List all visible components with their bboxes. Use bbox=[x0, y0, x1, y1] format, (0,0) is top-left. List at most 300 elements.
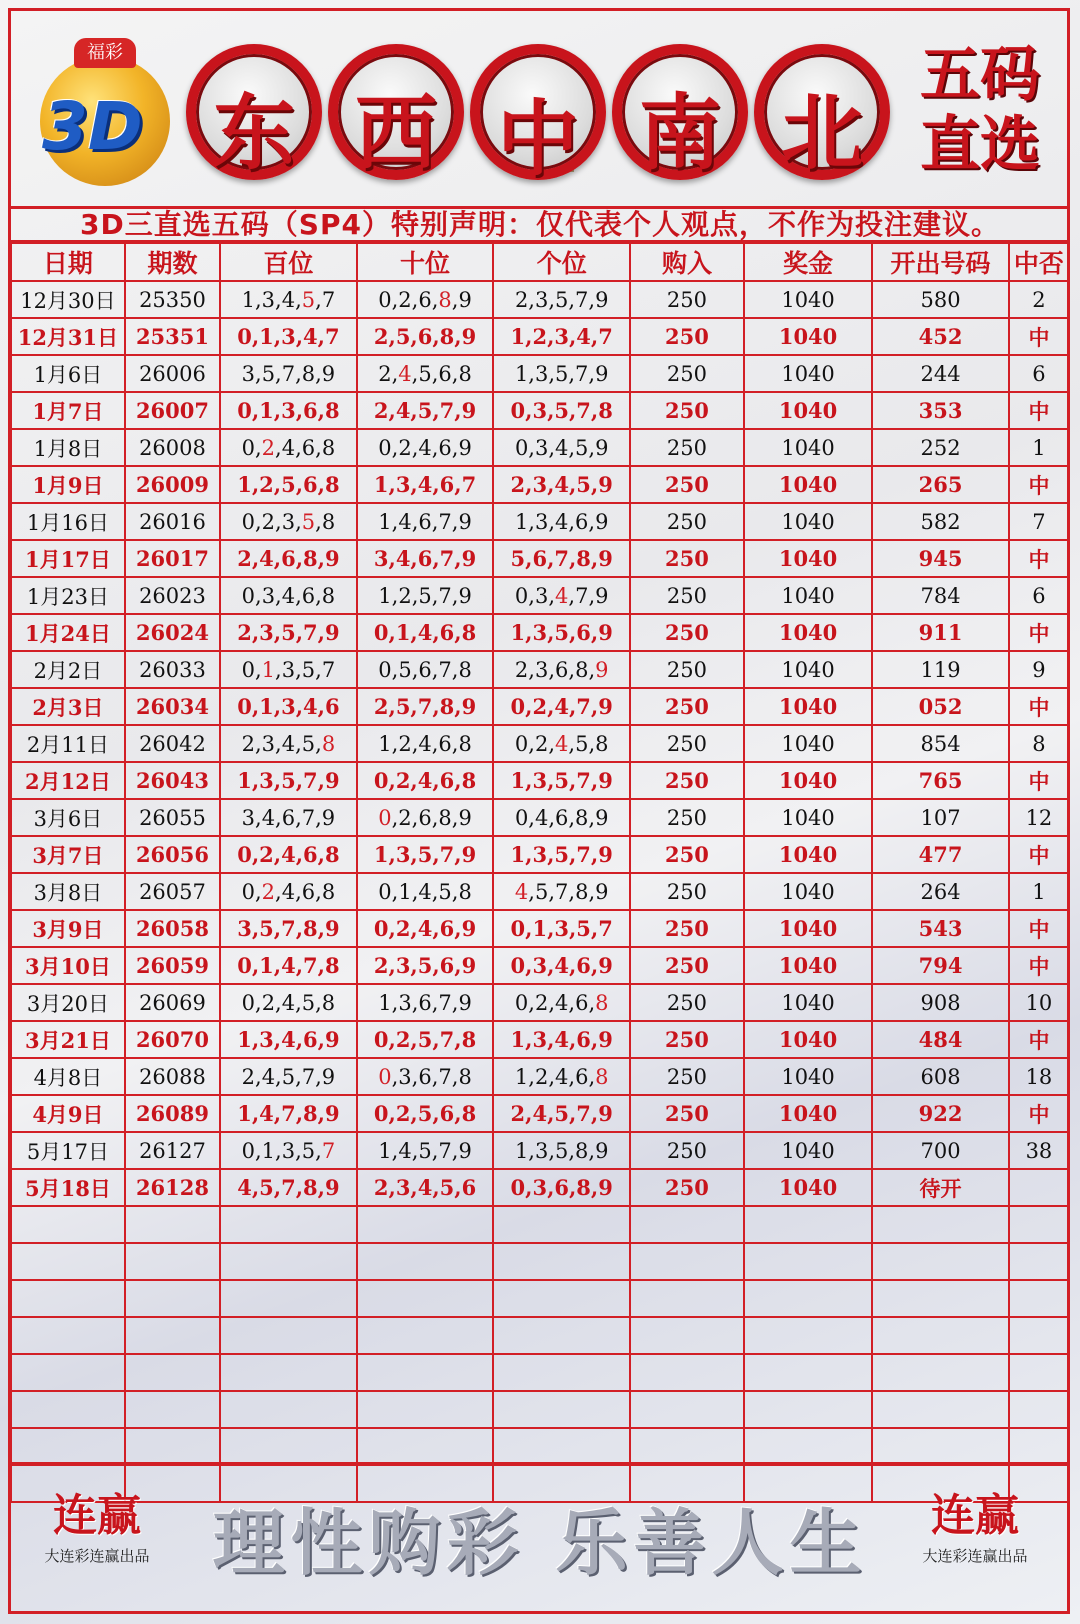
cell-date: 2月2日 bbox=[11, 651, 125, 688]
cell-ones: 2,4,5,7,9 bbox=[493, 1095, 630, 1132]
empty-cell bbox=[357, 1428, 494, 1465]
cell-issue: 26042 bbox=[125, 725, 220, 762]
cell-result: 9 bbox=[1009, 651, 1069, 688]
cell-issue: 26033 bbox=[125, 651, 220, 688]
header-tens: 十位 bbox=[357, 243, 494, 281]
cell-ones: 0,3,4,5,9 bbox=[493, 429, 630, 466]
footer-logo-right-mark: 连赢 bbox=[931, 1490, 1019, 1541]
empty-cell bbox=[493, 1354, 630, 1391]
empty-cell bbox=[493, 1428, 630, 1465]
cell-hundreds: 0,2,4,6,8 bbox=[220, 429, 357, 466]
cell-prize: 1040 bbox=[744, 1169, 872, 1206]
cell-ones: 1,3,4,6,9 bbox=[493, 1021, 630, 1058]
digit: 2 bbox=[378, 361, 392, 386]
cell-issue: 26128 bbox=[125, 1169, 220, 1206]
table-row bbox=[11, 799, 1069, 836]
cell-ones: 0,3,4,6,9 bbox=[493, 947, 630, 984]
cell-hundreds: 1,2,5,6,8 bbox=[220, 466, 357, 503]
empty-cell bbox=[11, 1428, 125, 1465]
cell-buy: 250 bbox=[630, 1058, 744, 1095]
cell-hundreds: 3,4,6,7,9 bbox=[220, 799, 357, 836]
table-row bbox=[11, 947, 1069, 984]
cell-tens: 2,3,5,6,9 bbox=[357, 947, 494, 984]
digit: 8 bbox=[438, 805, 452, 830]
header-prize: 奖金 bbox=[744, 243, 872, 281]
digit: 8 bbox=[321, 435, 336, 460]
cell-tens: 1,4,6,7,9 bbox=[357, 503, 494, 540]
logo-badge: 福彩 bbox=[74, 38, 136, 68]
cell-hundreds: 2,4,6,8,9 bbox=[220, 540, 357, 577]
cell-hundreds: 1,3,4,5,7 bbox=[220, 281, 357, 318]
cell-date: 1月7日 bbox=[11, 392, 125, 429]
cell-result: 2 bbox=[1009, 281, 1069, 318]
direction-east: 东 bbox=[186, 44, 322, 180]
digit: 8 bbox=[321, 509, 336, 534]
empty-cell bbox=[220, 1280, 357, 1317]
footer-logo-right-caption: 大连彩连赢出品 bbox=[922, 1547, 1028, 1565]
cell-tens: 0,2,4,6,9 bbox=[357, 429, 494, 466]
cell-issue: 26006 bbox=[125, 355, 220, 392]
digit: 2 bbox=[514, 657, 529, 682]
table-row bbox=[11, 873, 1069, 910]
cell-buy: 250 bbox=[630, 1132, 744, 1169]
cell-hundreds: 0,2,4,5,8 bbox=[220, 984, 357, 1021]
empty-cell bbox=[125, 1317, 220, 1354]
cell-draw: 452 bbox=[872, 318, 1009, 355]
cell-ones: 1,2,3,4,7 bbox=[493, 318, 630, 355]
cell-result: 12 bbox=[1009, 799, 1069, 836]
empty-cell bbox=[630, 1243, 744, 1280]
cell-buy: 250 bbox=[630, 466, 744, 503]
footer-logo-right bbox=[910, 1479, 1040, 1566]
empty-cell bbox=[872, 1317, 1009, 1354]
cell-draw: 608 bbox=[872, 1058, 1009, 1095]
table-row bbox=[11, 1095, 1069, 1132]
cell-draw: 待开 bbox=[872, 1169, 1009, 1206]
table-row bbox=[11, 503, 1069, 540]
digit: 0 bbox=[241, 879, 255, 904]
cell-result: 中 bbox=[1009, 318, 1069, 355]
direction-north: 北 bbox=[754, 44, 890, 180]
cell-hundreds: 0,2,3,5,8 bbox=[220, 503, 357, 540]
cell-date: 1月17日 bbox=[11, 540, 125, 577]
digit: 2 bbox=[261, 509, 276, 534]
empty-cell bbox=[11, 1391, 125, 1428]
cell-ones: 0,3,4,7,9 bbox=[493, 577, 630, 614]
footer bbox=[10, 1462, 1070, 1615]
cell-prize: 1040 bbox=[744, 429, 872, 466]
cell-result: 中 bbox=[1009, 688, 1069, 725]
header-date: 日期 bbox=[11, 243, 125, 281]
cell-result: 中 bbox=[1009, 762, 1069, 799]
cell-buy: 250 bbox=[630, 836, 744, 873]
table-row bbox=[11, 355, 1069, 392]
cell-tens: 3,4,6,7,9 bbox=[357, 540, 494, 577]
header-ones: 个位 bbox=[493, 243, 630, 281]
cell-buy: 250 bbox=[630, 1021, 744, 1058]
table-row bbox=[11, 910, 1069, 947]
cell-ones: 1,3,5,7,9 bbox=[493, 355, 630, 392]
digit: 8 bbox=[458, 1064, 472, 1089]
cell-hundreds: 2,3,4,5,8 bbox=[220, 725, 357, 762]
digit: 8 bbox=[595, 990, 609, 1015]
cell-ones: 0,1,3,5,7 bbox=[493, 910, 630, 947]
cell-issue: 26127 bbox=[125, 1132, 220, 1169]
cell-date: 1月6日 bbox=[11, 355, 125, 392]
cell-tens: 1,4,5,7,9 bbox=[357, 1132, 494, 1169]
cell-result: 1 bbox=[1009, 873, 1069, 910]
digit: 6 bbox=[575, 990, 589, 1015]
empty-cell bbox=[11, 1243, 125, 1280]
empty-cell bbox=[744, 1243, 872, 1280]
digit: 3 bbox=[534, 657, 549, 682]
empty-cell bbox=[125, 1206, 220, 1243]
cell-result: 1 bbox=[1009, 429, 1069, 466]
cell-date: 3月20日 bbox=[11, 984, 125, 1021]
table-row bbox=[11, 688, 1069, 725]
cell-issue: 26055 bbox=[125, 799, 220, 836]
cell-hundreds: 0,2,4,6,8 bbox=[220, 873, 357, 910]
cell-date: 1月24日 bbox=[11, 614, 125, 651]
table-row bbox=[11, 1058, 1069, 1095]
cell-ones: 4,5,7,8,9 bbox=[493, 873, 630, 910]
cell-date: 12月30日 bbox=[11, 281, 125, 318]
table-row bbox=[11, 651, 1069, 688]
digit: 7 bbox=[321, 657, 336, 682]
empty-cell bbox=[630, 1391, 744, 1428]
cell-hundreds: 0,1,3,4,7 bbox=[220, 318, 357, 355]
empty-cell bbox=[125, 1354, 220, 1391]
digit: 8 bbox=[575, 879, 589, 904]
cell-result: 6 bbox=[1009, 577, 1069, 614]
cell-buy: 250 bbox=[630, 688, 744, 725]
cell-buy: 250 bbox=[630, 725, 744, 762]
empty-cell bbox=[1009, 1317, 1069, 1354]
cell-issue: 25350 bbox=[125, 281, 220, 318]
results-table bbox=[10, 242, 1070, 1503]
cell-tens: 1,2,5,7,9 bbox=[357, 577, 494, 614]
cell-ones: 0,2,4,6,8 bbox=[493, 984, 630, 1021]
cell-draw: 908 bbox=[872, 984, 1009, 1021]
cell-date: 12月31日 bbox=[11, 318, 125, 355]
cell-ones: 0,4,6,8,9 bbox=[493, 799, 630, 836]
cell-prize: 1040 bbox=[744, 503, 872, 540]
empty-row bbox=[11, 1391, 1069, 1428]
cell-prize: 1040 bbox=[744, 947, 872, 984]
digit: 0 bbox=[378, 805, 392, 830]
digit: 8 bbox=[438, 287, 452, 312]
cell-hundreds: 2,3,5,7,9 bbox=[220, 614, 357, 651]
cell-tens: 1,3,5,7,9 bbox=[357, 836, 494, 873]
cell-prize: 1040 bbox=[744, 392, 872, 429]
cell-result: 中 bbox=[1009, 614, 1069, 651]
digit: 3 bbox=[281, 657, 296, 682]
digit: 1 bbox=[514, 1064, 529, 1089]
digit: 4 bbox=[281, 287, 296, 312]
title-line-1: 五码 bbox=[920, 40, 1040, 110]
cell-tens: 2,3,4,5,6 bbox=[357, 1169, 494, 1206]
cell-result: 10 bbox=[1009, 984, 1069, 1021]
cell-hundreds: 0,1,3,6,8 bbox=[220, 392, 357, 429]
empty-cell bbox=[357, 1391, 494, 1428]
cell-draw: 582 bbox=[872, 503, 1009, 540]
digit: 2 bbox=[398, 805, 412, 830]
cell-issue: 26034 bbox=[125, 688, 220, 725]
footer-logo-left-caption: 大连彩连赢出品 bbox=[44, 1547, 150, 1565]
cell-prize: 1040 bbox=[744, 614, 872, 651]
cell-date: 5月18日 bbox=[11, 1169, 125, 1206]
cell-issue: 26008 bbox=[125, 429, 220, 466]
cell-tens: 1,3,4,6,7 bbox=[357, 466, 494, 503]
digit: 8 bbox=[595, 731, 609, 756]
cell-draw: 784 bbox=[872, 577, 1009, 614]
cell-prize: 1040 bbox=[744, 318, 872, 355]
digit: 6 bbox=[301, 879, 316, 904]
cell-tens: 0,2,6,8,9 bbox=[357, 281, 494, 318]
table-row bbox=[11, 392, 1069, 429]
empty-cell bbox=[744, 1428, 872, 1465]
empty-cell bbox=[493, 1391, 630, 1428]
cell-tens: 0,5,6,7,8 bbox=[357, 651, 494, 688]
empty-cell bbox=[493, 1317, 630, 1354]
cell-issue: 25351 bbox=[125, 318, 220, 355]
header-result: 中否 bbox=[1009, 243, 1069, 281]
digit: 5 bbox=[301, 1138, 316, 1163]
empty-row bbox=[11, 1428, 1069, 1465]
empty-cell bbox=[11, 1317, 125, 1354]
empty-cell bbox=[357, 1317, 494, 1354]
cell-result: 中 bbox=[1009, 1021, 1069, 1058]
cell-buy: 250 bbox=[630, 540, 744, 577]
cell-ones: 1,3,5,6,9 bbox=[493, 614, 630, 651]
table-row bbox=[11, 466, 1069, 503]
digit: 6 bbox=[418, 1064, 432, 1089]
empty-cell bbox=[630, 1354, 744, 1391]
cell-buy: 250 bbox=[630, 762, 744, 799]
cell-draw: 543 bbox=[872, 910, 1009, 947]
digit: 0 bbox=[378, 287, 392, 312]
digit: 9 bbox=[595, 879, 609, 904]
cell-buy: 250 bbox=[630, 799, 744, 836]
cell-hundreds: 3,5,7,8,9 bbox=[220, 910, 357, 947]
empty-cell bbox=[1009, 1243, 1069, 1280]
cell-tens: 0,1,4,5,8 bbox=[357, 873, 494, 910]
table-body bbox=[11, 281, 1069, 1502]
cell-prize: 1040 bbox=[744, 651, 872, 688]
cell-ones: 1,3,5,8,9 bbox=[493, 1132, 630, 1169]
cell-issue: 26057 bbox=[125, 873, 220, 910]
cell-issue: 26023 bbox=[125, 577, 220, 614]
cell-prize: 1040 bbox=[744, 1095, 872, 1132]
digit: 6 bbox=[301, 435, 316, 460]
empty-cell bbox=[744, 1354, 872, 1391]
empty-cell bbox=[1009, 1428, 1069, 1465]
digit: 1 bbox=[241, 287, 255, 312]
cell-issue: 26056 bbox=[125, 836, 220, 873]
lottery-3d-logo bbox=[32, 38, 182, 188]
cell-date: 1月8日 bbox=[11, 429, 125, 466]
empty-cell bbox=[220, 1428, 357, 1465]
empty-cell bbox=[744, 1391, 872, 1428]
empty-cell bbox=[630, 1428, 744, 1465]
empty-cell bbox=[220, 1206, 357, 1243]
cell-draw: 911 bbox=[872, 614, 1009, 651]
digit: 2 bbox=[534, 1064, 549, 1089]
cell-buy: 250 bbox=[630, 1095, 744, 1132]
cell-draw: 477 bbox=[872, 836, 1009, 873]
cell-hundreds: 1,4,7,8,9 bbox=[220, 1095, 357, 1132]
cell-prize: 1040 bbox=[744, 577, 872, 614]
cell-result: 6 bbox=[1009, 355, 1069, 392]
cell-hundreds: 0,1,3,5,7 bbox=[220, 1132, 357, 1169]
digit: 5 bbox=[301, 731, 316, 756]
digit: 7 bbox=[555, 879, 569, 904]
footer-logo-left bbox=[32, 1479, 162, 1566]
cell-draw: 264 bbox=[872, 873, 1009, 910]
cell-prize: 1040 bbox=[744, 799, 872, 836]
empty-cell bbox=[1009, 1206, 1069, 1243]
cell-tens: 0,2,6,8,9 bbox=[357, 799, 494, 836]
cell-prize: 1040 bbox=[744, 466, 872, 503]
cell-issue: 26007 bbox=[125, 392, 220, 429]
cell-result: 中 bbox=[1009, 836, 1069, 873]
cell-tens: 0,2,4,6,8 bbox=[357, 762, 494, 799]
cell-ones: 5,6,7,8,9 bbox=[493, 540, 630, 577]
cell-draw: 700 bbox=[872, 1132, 1009, 1169]
cell-date: 1月23日 bbox=[11, 577, 125, 614]
empty-cell bbox=[872, 1280, 1009, 1317]
empty-row bbox=[11, 1243, 1069, 1280]
digit: 8 bbox=[595, 1064, 609, 1089]
header-hundreds: 百位 bbox=[220, 243, 357, 281]
header bbox=[10, 10, 1070, 206]
cell-buy: 250 bbox=[630, 281, 744, 318]
cell-tens: 2,5,6,8,9 bbox=[357, 318, 494, 355]
cell-buy: 250 bbox=[630, 947, 744, 984]
cell-issue: 26009 bbox=[125, 466, 220, 503]
digit: 4 bbox=[281, 435, 296, 460]
digit: 6 bbox=[555, 657, 569, 682]
cell-issue: 26088 bbox=[125, 1058, 220, 1095]
cell-draw: 945 bbox=[872, 540, 1009, 577]
empty-cell bbox=[220, 1243, 357, 1280]
digit: 2 bbox=[261, 879, 276, 904]
cell-ones: 2,3,6,8,9 bbox=[493, 651, 630, 688]
empty-cell bbox=[220, 1354, 357, 1391]
empty-cell bbox=[493, 1206, 630, 1243]
digit: 8 bbox=[458, 361, 472, 386]
direction-south: 南 bbox=[612, 44, 748, 180]
digit: 6 bbox=[418, 287, 432, 312]
cell-buy: 250 bbox=[630, 429, 744, 466]
empty-cell bbox=[630, 1280, 744, 1317]
cell-ones: 1,3,5,7,9 bbox=[493, 762, 630, 799]
empty-cell bbox=[125, 1428, 220, 1465]
empty-cell bbox=[872, 1391, 1009, 1428]
cell-prize: 1040 bbox=[744, 836, 872, 873]
cell-ones: 0,3,6,8,9 bbox=[493, 1169, 630, 1206]
cell-issue: 26059 bbox=[125, 947, 220, 984]
cell-tens: 0,2,5,6,8 bbox=[357, 1095, 494, 1132]
digit: 6 bbox=[438, 361, 452, 386]
cell-draw: 107 bbox=[872, 799, 1009, 836]
empty-cell bbox=[220, 1391, 357, 1428]
cell-hundreds: 0,2,4,6,8 bbox=[220, 836, 357, 873]
digit: 2 bbox=[534, 990, 549, 1015]
empty-row bbox=[11, 1206, 1069, 1243]
cell-hundreds: 4,5,7,8,9 bbox=[220, 1169, 357, 1206]
empty-cell bbox=[744, 1206, 872, 1243]
cell-result: 中 bbox=[1009, 910, 1069, 947]
cell-draw: 854 bbox=[872, 725, 1009, 762]
digit: 0 bbox=[514, 583, 529, 608]
cell-draw: 922 bbox=[872, 1095, 1009, 1132]
cell-date: 3月9日 bbox=[11, 910, 125, 947]
header-issue: 期数 bbox=[125, 243, 220, 281]
empty-cell bbox=[872, 1243, 1009, 1280]
empty-cell bbox=[11, 1206, 125, 1243]
empty-cell bbox=[125, 1391, 220, 1428]
cell-issue: 26089 bbox=[125, 1095, 220, 1132]
disclaimer-notice: 3D三直选五码（SP4）特别声明：仅代表个人观点，不作为投注建议。 bbox=[10, 206, 1070, 242]
digit: 4 bbox=[555, 583, 569, 608]
cell-prize: 1040 bbox=[744, 762, 872, 799]
empty-cell bbox=[1009, 1391, 1069, 1428]
digit: 3 bbox=[261, 287, 276, 312]
cell-draw: 244 bbox=[872, 355, 1009, 392]
cell-ones: 2,3,5,7,9 bbox=[493, 281, 630, 318]
table-row bbox=[11, 1169, 1069, 1206]
cell-prize: 1040 bbox=[744, 540, 872, 577]
digit: 0 bbox=[378, 1064, 392, 1089]
cell-ones: 0,2,4,5,8 bbox=[493, 725, 630, 762]
cell-ones: 0,3,5,7,8 bbox=[493, 392, 630, 429]
cell-hundreds: 0,1,3,5,7 bbox=[220, 651, 357, 688]
cell-prize: 1040 bbox=[744, 688, 872, 725]
cell-result: 中 bbox=[1009, 540, 1069, 577]
cell-draw: 265 bbox=[872, 466, 1009, 503]
digit: 2 bbox=[261, 435, 276, 460]
table-row bbox=[11, 836, 1069, 873]
cell-prize: 1040 bbox=[744, 1058, 872, 1095]
table-row bbox=[11, 318, 1069, 355]
digit: 3 bbox=[398, 1064, 412, 1089]
empty-cell bbox=[493, 1280, 630, 1317]
digit: 4 bbox=[555, 990, 569, 1015]
cell-hundreds: 2,4,5,7,9 bbox=[220, 1058, 357, 1095]
footer-slogan: 理性购彩 乐善人生 bbox=[212, 1501, 868, 1585]
empty-cell bbox=[11, 1354, 125, 1391]
cell-result: 8 bbox=[1009, 725, 1069, 762]
cell-tens: 0,3,6,7,8 bbox=[357, 1058, 494, 1095]
digit: 8 bbox=[321, 879, 336, 904]
digit: 0 bbox=[514, 990, 529, 1015]
digit: 0 bbox=[241, 435, 255, 460]
cell-result: 中 bbox=[1009, 947, 1069, 984]
cell-tens: 0,2,5,7,8 bbox=[357, 1021, 494, 1058]
cell-tens: 2,4,5,6,8 bbox=[357, 355, 494, 392]
cell-prize: 1040 bbox=[744, 281, 872, 318]
table-row bbox=[11, 614, 1069, 651]
cell-issue: 26017 bbox=[125, 540, 220, 577]
cell-hundreds: 3,5,7,8,9 bbox=[220, 355, 357, 392]
empty-row bbox=[11, 1317, 1069, 1354]
digit: 8 bbox=[575, 657, 589, 682]
empty-cell bbox=[744, 1317, 872, 1354]
cell-draw: 353 bbox=[872, 392, 1009, 429]
cell-prize: 1040 bbox=[744, 910, 872, 947]
cell-buy: 250 bbox=[630, 614, 744, 651]
